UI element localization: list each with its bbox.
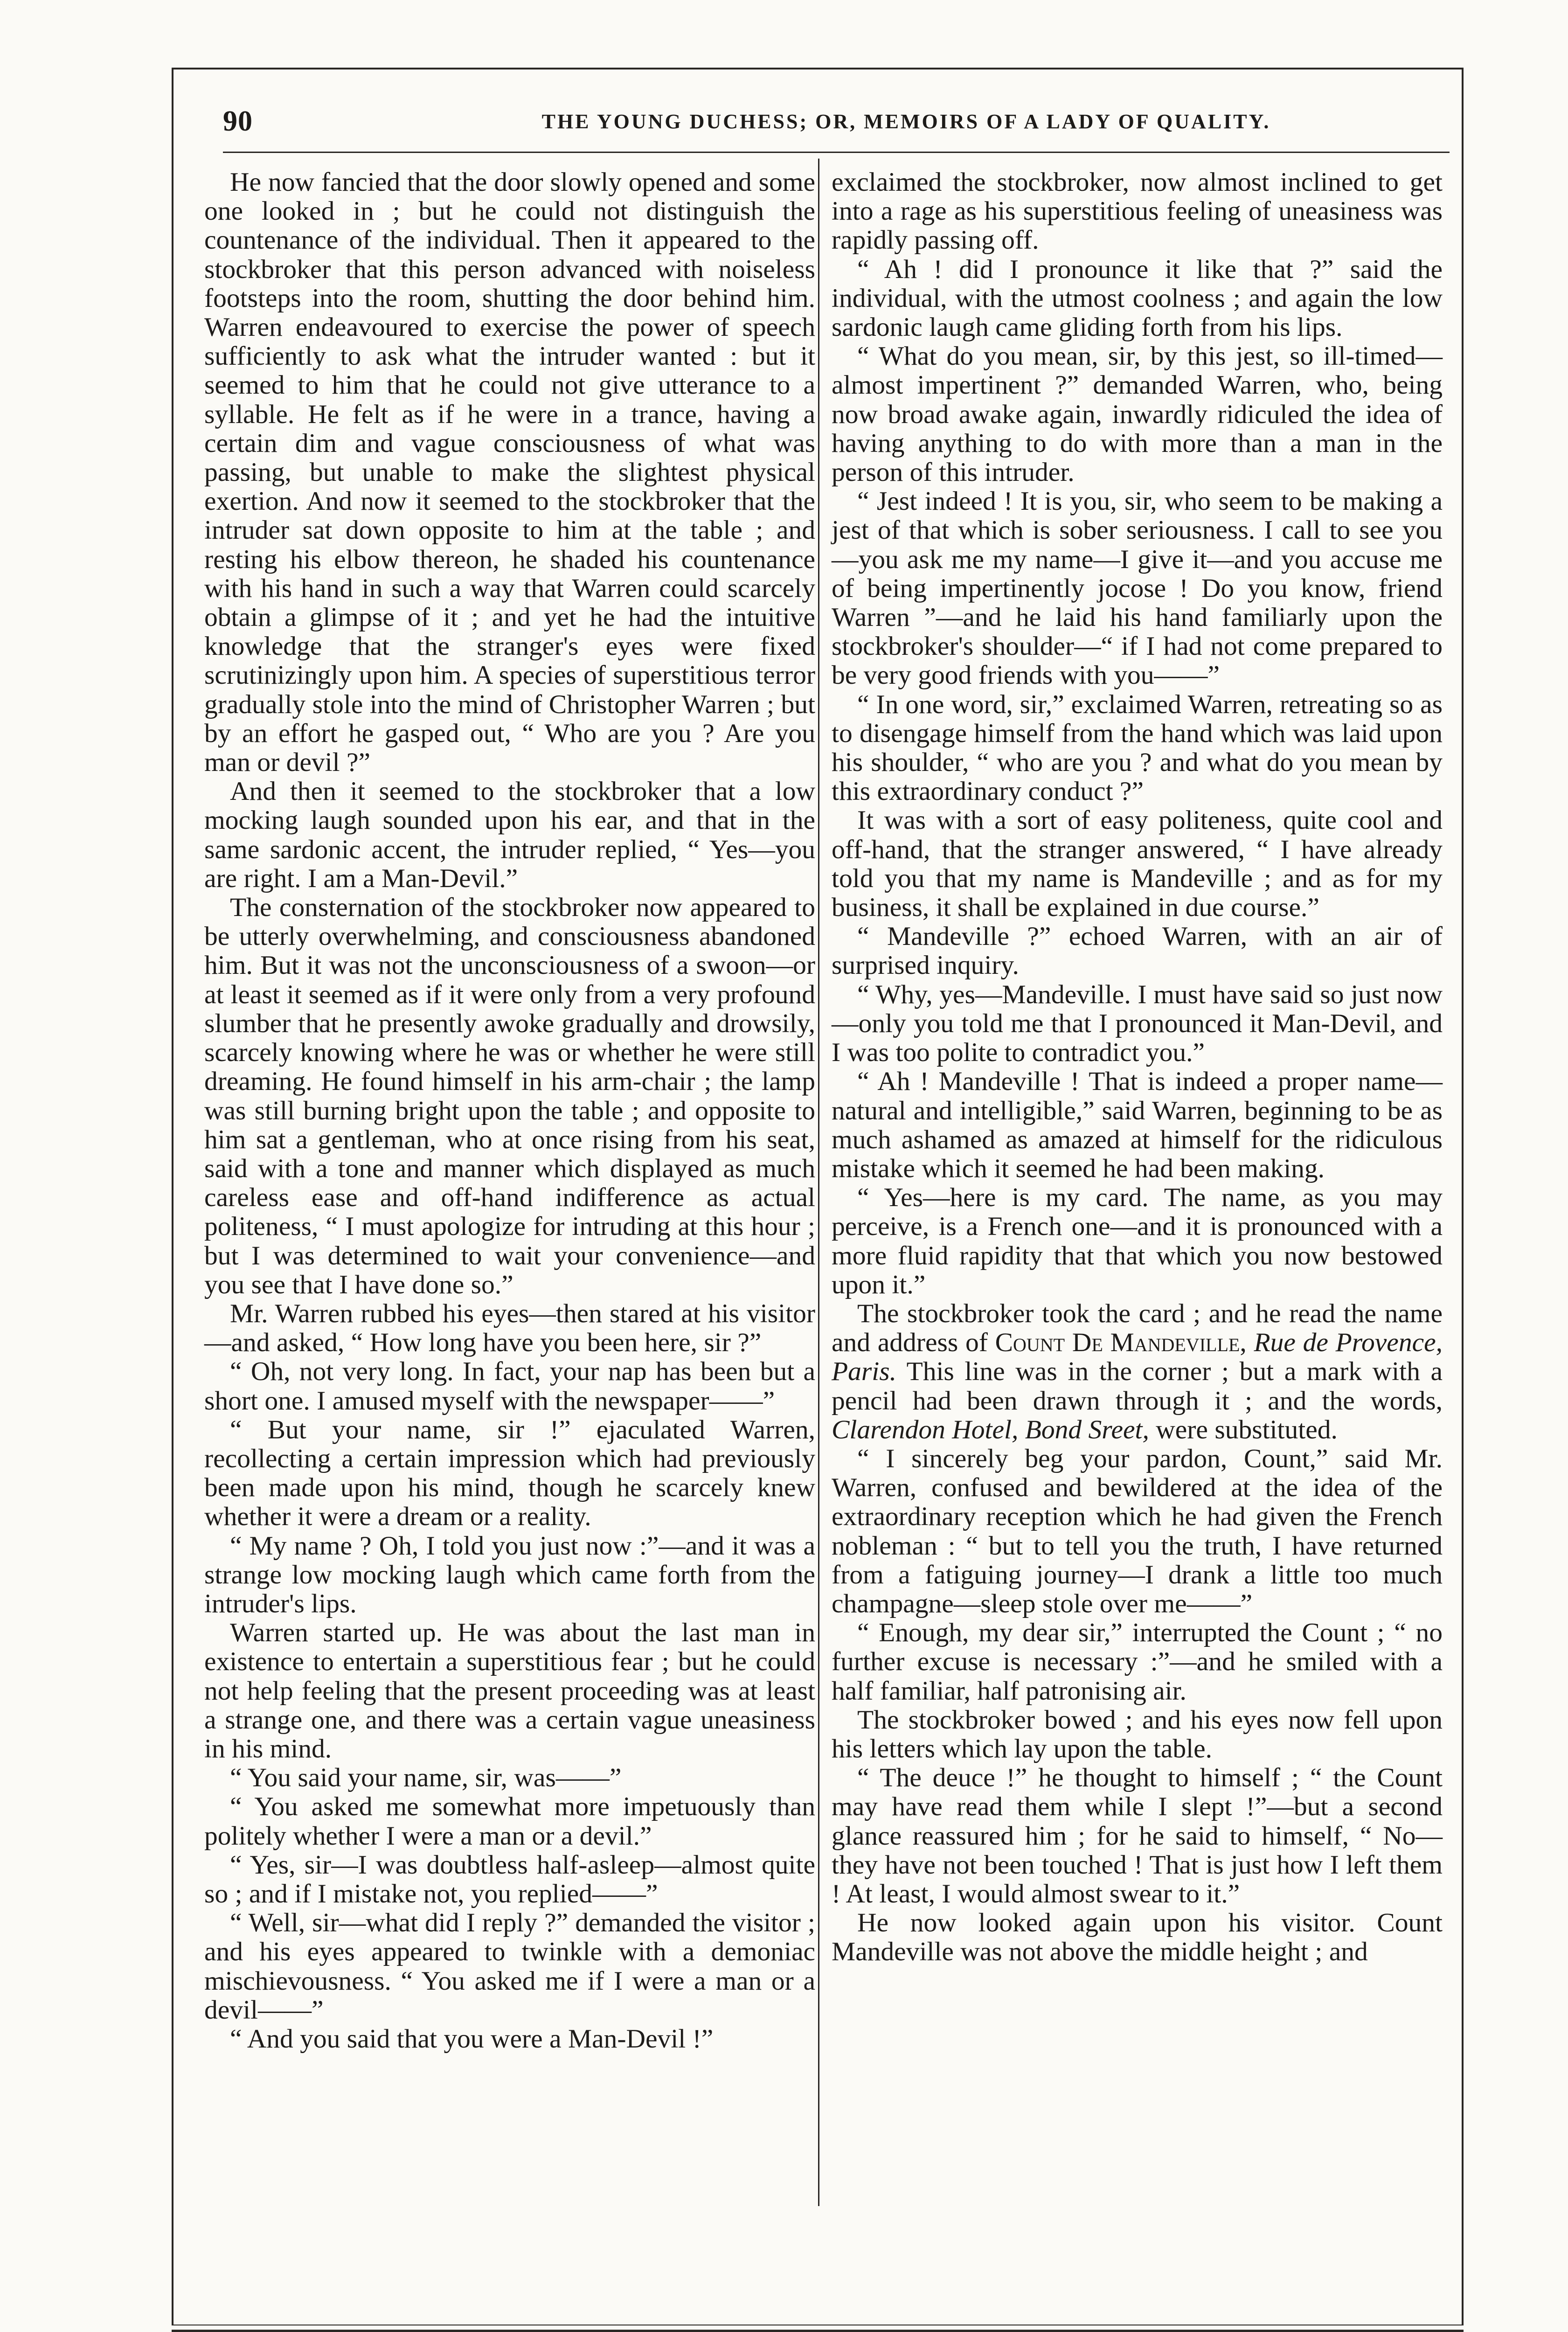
card-new-address: Clarendon Hotel, Bond Sreet, (832, 1415, 1149, 1444)
paragraph: “ Mandeville ?” echoed Warren, with an air of surprised inquiry. (832, 922, 1443, 980)
paragraph: “ And you said that you were a Man-Devil !” (230, 2024, 714, 2054)
left-border-rule (172, 68, 173, 2325)
card-address: Rue de Provence, Paris. (832, 1328, 1443, 1387)
paragraph: “ But your name, sir !” ejaculated Warren, recollecting a certain impression which had previously been made upon his mind, though he scarcely knew whether it were a dream or a reality. (204, 1415, 815, 1532)
paragraph: “ Oh, not very long. In fact, your nap has been but a short one. I amused myself with the newspaper——” (204, 1357, 815, 1416)
paragraph: The consternation of the stockbroker now appeared to be utterly overwhelming, and consciousness abandoned him. But it was not the unconsciousness of a swoon—or at least it seemed as if it were only from a very profound slumber that he presently awoke gradually and drowsily, scarcely knowing where he was or whether he were still dreaming. He found himself in his arm-chair ; the lamp was still burning bright upon the table ; and opposite to him sat a gentleman, who at once rising from his seat, said with a tone and manner which displayed as much careless ease and off-hand indifference as actual politeness, “ I must apologize for intruding at this hour ; but I was determined to wait your convenience—and you see that I have done so.” (204, 893, 815, 1299)
card-paragraph (832, 1299, 1443, 1444)
paragraph: Warren started up. He was about the last man in existence to entertain a superstitious fear ; but he could not help feeling that the present proceeding was at least a strange one, and there was a certain vague uneasiness in his mind. (204, 1618, 815, 1763)
paragraph: “ Yes, sir—I was doubtless half-asleep—almost quite so ; and if I mistake not, you replied——” (204, 1850, 815, 1909)
paragraph: “ I sincerely beg your pardon, Count,” said Mr. Warren, confused and bewildered at the idea of the extraordinary reception which he had given the French nobleman : “ but to tell you the truth, I have returned from a fatiguing journey—I drank a little too much champagne—sleep stole over me——” (832, 1444, 1443, 1618)
page-number: 90 (223, 105, 253, 137)
page-header (223, 105, 1450, 147)
top-border-rule (172, 68, 1464, 69)
right-border-rule (1462, 68, 1464, 2325)
paragraph: And then it seemed to the stockbroker that a low mocking laugh sounded upon his ear, and that in the same sardonic accent, the intruder replied, “ Yes—you are right. I am a Man-Devil.” (204, 777, 815, 893)
column-divider (818, 159, 819, 2206)
bottom-border-rule (172, 2330, 1464, 2332)
card-intro: The stockbroker took the card ; and he read the name and address of (832, 1298, 1443, 1358)
paragraph: “ The deuce !” he thought to himself ; “ the Count may have read them while I slept !”—but a second glance reassured him ; for he said to himself, “ No—they have not been touched ! That is just how I left them ! At least, I would almost swear to it.” (832, 1763, 1443, 1909)
paragraph: He now looked again upon his visitor. Count Mandeville was not above the middle height ; and (832, 1908, 1443, 1967)
page-frame (172, 68, 1464, 2332)
paragraph: It was with a sort of easy politeness, quite cool and off-hand, that the stranger answered, “ I have already told you that my name is Mandeville ; and as for my business, it shall be explained in due course.” (832, 805, 1443, 923)
paragraph: “ You said your name, sir, was——” (230, 1763, 622, 1793)
paragraph: He now fancied that the door slowly opened and some one looked in ; but he could not distinguish the countenance of the individual. Then it appeared to the stockbroker that this person advanced with noiseless footsteps into the room, shutting the door behind him. Warren endeavoured to exercise the power of speech sufficiently to ask what the intruder wanted : but it seemed to him that he could not give utterance to a syllable. He felt as if he were in a trance, having a certain dim and vague consciousness of what was passing, but unable to make the slightest physical exertion. And now it seemed to the stockbroker that the intruder sat down opposite to him at the table ; and resting his elbow thereon, he shaded his countenance with his hand in such a way that Warren could scarcely obtain a glimpse of it ; and yet he had the intuitive knowledge that the stranger's eyes were fixed scrutinizingly upon him. A species of superstitious terror gradually stole into the mind of Christopher Warren ; but by an effort he gasped out, “ Who are you ? Are you man or devil ?” (204, 167, 815, 777)
paragraph: “ What do you mean, sir, by this jest, so ill-timed—almost impertinent ?” demanded Warren, who, being now broad awake again, inwardly ridiculed the idea of having anything to do with more than a man in the person of this intruder. (832, 341, 1443, 487)
paragraph: “ Jest indeed ! It is you, sir, who seem to be making a jest of that which is sober seriousness. I call to see you—you ask me my name—I give it—and you accuse me of being impertinently jocose ! Do you know, friend Warren ”—and he laid his hand familiarly upon the stockbroker's shoulder—“ if I had not come prepared to be very good friends with you——” (832, 486, 1443, 690)
paragraph: “ Ah ! Mandeville ! That is indeed a proper name—natural and intelligible,” said Warren, beginning to be as much ashamed as amazed at himself for the ridiculous mistake which it seemed he had been making. (832, 1067, 1443, 1183)
right-column (832, 168, 1443, 1967)
paragraph: “ You asked me somewhat more impetuously than politely whether I were a man or a devil.” (204, 1792, 815, 1851)
paragraph: “ My name ? Oh, I told you just now :”—and it was a strange low mocking laugh which came forth from the intruder's lips. (204, 1531, 815, 1618)
card-name: Count De Mandeville, (995, 1328, 1247, 1358)
left-column (204, 168, 815, 2054)
paragraph: “ Well, sir—what did I reply ?” demanded the visitor ; and his eyes appeared to twinkle with a demoniac mischievousness. “ You asked me if I were a man or a devil——” (204, 1908, 815, 2025)
paragraph: “ Enough, my dear sir,” interrupted the Count ; “ no further excuse is necessary :”—and he smiled with a half familiar, half patronising air. (832, 1618, 1443, 1706)
paragraph: Mr. Warren rubbed his eyes—then stared at his visitor—and asked, “ How long have you been here, sir ?” (204, 1298, 815, 1358)
paragraph: “ Why, yes—Mandeville. I must have said so just now—only you told me that I pronounced it Man-Devil, and I was too polite to contradict you.” (832, 979, 1443, 1068)
card-middle: This line was in the corner ; but a mark with a pencil had been drawn through it ; and the words, (832, 1357, 1443, 1416)
continued-paragraph: exclaimed the stockbroker, now almost inclined to get into a rage as his superstitious feeling of uneasiness was rapidly passing off. (832, 167, 1443, 255)
header-rule (223, 152, 1450, 153)
running-head: THE YOUNG DUCHESS; OR, MEMOIRS OF A LADY OF QUALITY. (541, 110, 1271, 133)
card-end: were substituted. (1156, 1415, 1338, 1444)
paragraph: “ Yes—here is my card. The name, as you may perceive, is a French one—and it is pronounced with a more fluid rapidity that that which you now bestowed upon it.” (832, 1183, 1443, 1299)
paragraph: “ In one word, sir,” exclaimed Warren, retreating so as to disengage himself from the hand which was laid upon his shoulder, “ who are you ? and what do you mean by this extraordinary conduct ?” (832, 689, 1443, 806)
paragraph: The stockbroker bowed ; and his eyes now fell upon his letters which lay upon the table. (832, 1705, 1443, 1763)
paragraph: “ Ah ! did I pronounce it like that ?” said the individual, with the utmost coolness ; and again the low sardonic laugh came gliding forth from his lips. (832, 254, 1443, 342)
